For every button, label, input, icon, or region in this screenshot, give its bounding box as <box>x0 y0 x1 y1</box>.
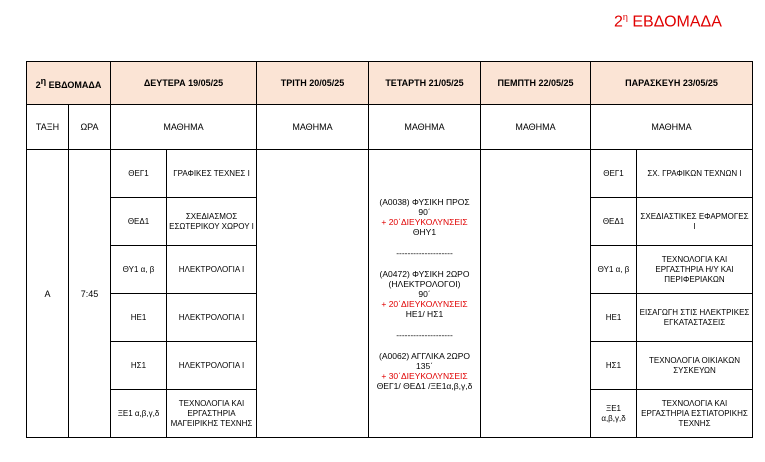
thursday-empty-cell <box>481 150 591 438</box>
exam-duration: 90΄ <box>418 288 431 299</box>
friday-group: ΘΥ1 α, β <box>591 246 637 294</box>
class-cell: Α <box>27 150 69 438</box>
monday-subject: ΗΛΕΚΤΡΟΛΟΓΙΑ Ι <box>167 294 257 342</box>
monday-subject: ΗΛΕΚΤΡΟΛΟΓΙΑ Ι <box>167 246 257 294</box>
exam-separator: -------------------- <box>396 247 453 258</box>
friday-subject: ΤΕΧΝΟΛΟΓΙΑ ΚΑΙ ΕΡΓΑΣΤΗΡΙΑ Η/Υ ΚΑΙ ΠΕΡΙΦΕΡΙΑΚΩΝ <box>637 246 753 294</box>
week-header: $2^\eta$ ΕΒΔΟΜΑΔΑ <box>27 62 111 105</box>
friday-subject: ΕΙΣΑΓΩΓΗ ΣΤΙΣ ΗΛΕΚΤΡΙΚΕΣ ΕΓΚΑΤΑΣΤΑΣΕΙΣ <box>637 294 753 342</box>
friday-subject: ΤΕΧΝΟΛΟΓΙΑ ΚΑΙ ΕΡΓΑΣΤΗΡΙΑ ΕΣΤΙΑΤΟΡΙΚΗΣ ΤΕΧΝΗΣ <box>637 390 753 438</box>
monday-group: ΘΕΔ1 <box>111 198 167 246</box>
exam-extra-time: + 20΄ΔΙΕΥΚΟΛΥΝΣΕΙΣ <box>381 298 468 309</box>
exam-duration: 135΄ <box>415 360 433 371</box>
monday-group: ΘΕΓ1 <box>111 150 167 198</box>
exam-extra-time: + 20΄ΔΙΕΥΚΟΛΥΝΣΕΙΣ <box>381 216 468 227</box>
day-header-tuesday: ΤΡΙΤΗ 20/05/25 <box>257 62 369 105</box>
monday-group: ΗΕ1 <box>111 294 167 342</box>
monday-subject: ΗΛΕΚΤΡΟΛΟΓΙΑ Ι <box>167 342 257 390</box>
subheader-row <box>27 105 753 150</box>
monday-subject: ΓΡΑΦΙΚΕΣ ΤΕΧΝΕΣ Ι <box>167 150 257 198</box>
schedule-table <box>26 61 753 438</box>
subject-header-tuesday: ΜΑΘΗΜΑ <box>257 105 369 150</box>
exam-groups: ΘΗΥ1 <box>412 226 437 237</box>
exam-title: (Α0062) ΑΓΓΛΙΚΑ 2ΩΡΟ <box>378 350 471 361</box>
page-title: $2^\eta$ ΕΒΔΟΜΑΔΑ <box>614 12 722 31</box>
wednesday-exams-cell <box>369 150 481 438</box>
monday-group: ΘΥ1 α, β <box>111 246 167 294</box>
monday-subject: ΤΕΧΝΟΛΟΓΙΑ ΚΑΙ ΕΡΓΑΣΤΗΡΙΑ ΜΑΓΕΙΡΙΚΗΣ ΤΕΧΝΗΣ <box>167 390 257 438</box>
friday-group: ΘΕΓ1 <box>591 150 637 198</box>
exam-groups: ΘΕΓ1/ ΘΕΔ1 /ΞΕ1α,β,γ,δ <box>376 380 473 391</box>
subject-header-monday: ΜΑΘΗΜΑ <box>111 105 257 150</box>
exam-title: (Α0038) ΦΥΣΙΚΗ ΠΡΟΣ <box>379 196 470 207</box>
friday-group: ΞΕ1 α,β,γ,δ <box>591 390 637 438</box>
friday-group: ΗΕ1 <box>591 294 637 342</box>
time-cell: 7:45 <box>69 150 111 438</box>
friday-subject: ΣΧ. ΓΡΑΦΙΚΩΝ ΤΕΧΝΩΝ Ι <box>637 150 753 198</box>
friday-subject: ΤΕΧΝΟΛΟΓΙΑ ΟΙΚΙΑΚΩΝ ΣΥΣΚΕΥΩΝ <box>637 342 753 390</box>
friday-group: ΗΣ1 <box>591 342 637 390</box>
subject-header-thursday: ΜΑΘΗΜΑ <box>481 105 591 150</box>
day-header-wednesday: ΤΕΤΑΡΤΗ 21/05/25 <box>369 62 481 105</box>
monday-group: ΞΕ1 α,β,γ,δ <box>111 390 167 438</box>
exam-duration: 90΄ <box>418 206 431 217</box>
time-column-header: ΩΡΑ <box>69 105 111 150</box>
day-header-monday: ΔΕΥΤΕΡΑ 19/05/25 <box>111 62 257 105</box>
subject-header-friday: ΜΑΘΗΜΑ <box>591 105 753 150</box>
subject-header-wednesday: ΜΑΘΗΜΑ <box>369 105 481 150</box>
day-header-thursday: ΠΕΜΠΤΗ 22/05/25 <box>481 62 591 105</box>
friday-group: ΘΕΔ1 <box>591 198 637 246</box>
exam-extra-time: + 30΄ΔΙΕΥΚΟΛΥΝΣΕΙΣ <box>381 370 468 381</box>
exam-title: (Α0472) ΦΥΣΙΚΗ 2ΩΡΟ <box>379 268 470 279</box>
friday-subject: ΣΧΕΔΙΑΣΤΙΚΕΣ ΕΦΑΡΜΟΓΕΣ Ι <box>637 198 753 246</box>
day-header-friday: ΠΑΡΑΣΚΕΥΗ 23/05/25 <box>591 62 753 105</box>
exam-title-detail: (ΗΛΕΚΤΡΟΛΟΓΟΙ) <box>388 278 461 289</box>
monday-group: ΗΣ1 <box>111 342 167 390</box>
table-row <box>27 150 753 198</box>
tuesday-empty-cell <box>257 150 369 438</box>
exam-separator: -------------------- <box>396 329 453 340</box>
exam-groups: ΗΕ1/ ΗΣ1 <box>405 308 444 319</box>
header-row <box>27 62 753 105</box>
monday-subject: ΣΧΕΔΙΑΣΜΟΣ ΕΣΩΤΕΡΙΚΟΥ ΧΩΡΟΥ Ι <box>167 198 257 246</box>
class-column-header: ΤΑΞΗ <box>27 105 69 150</box>
